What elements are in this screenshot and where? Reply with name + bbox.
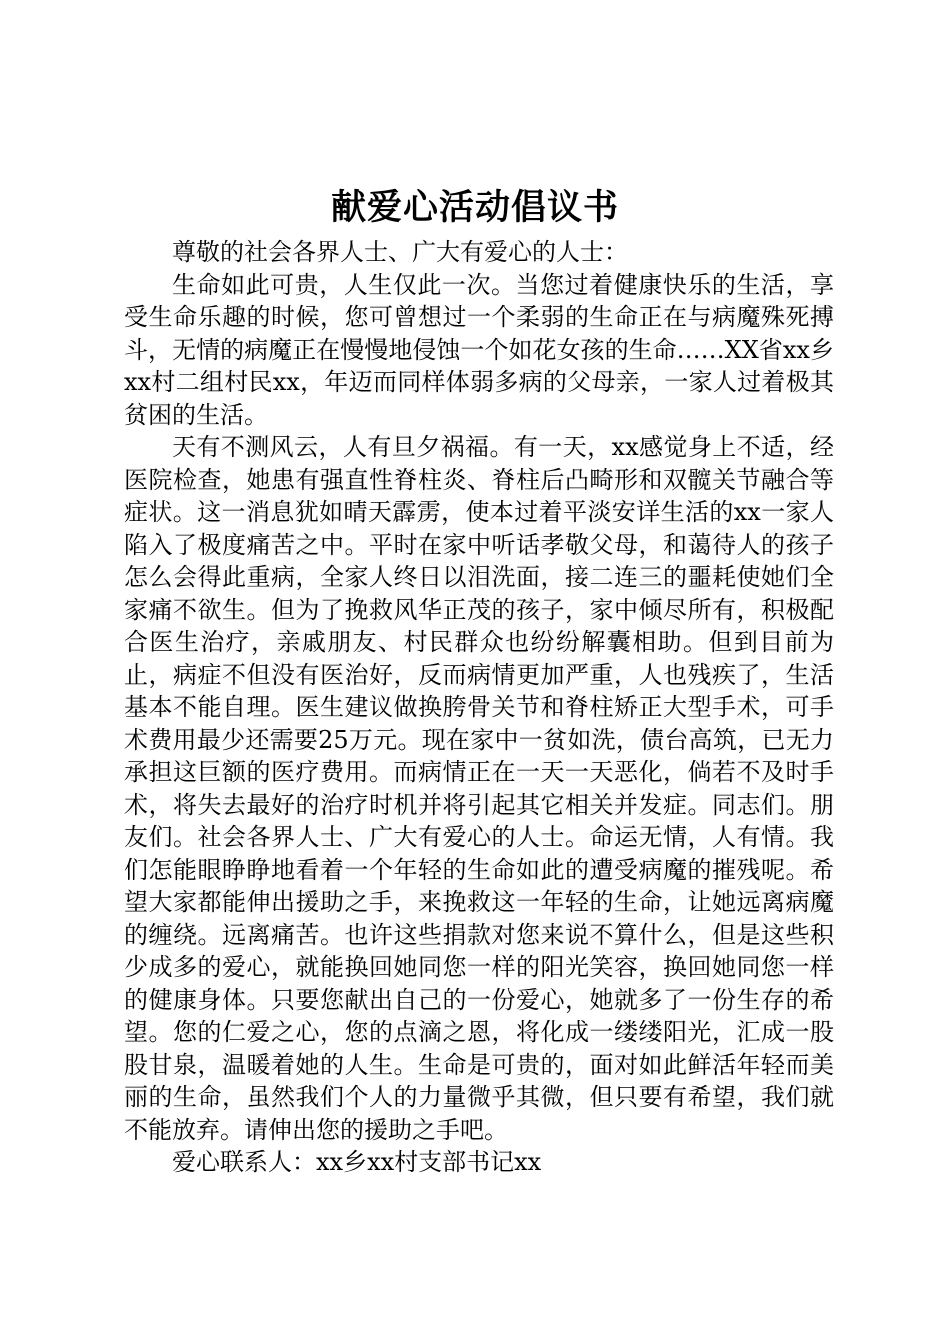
- document-body: [124, 236, 834, 1179]
- document-title: 献爱心活动倡议书: [330, 187, 619, 228]
- paragraph-intro: 生命如此可贵，人生仅此一次。当您过着健康快乐的生活，享受生命乐趣的时候，您可曾想过一个柔弱的生命正在与病魔殊死搏斗，无情的病魔正在慢慢地侵蚀一个如花女孩的生命……XX省xx乡xx村二组村民xx，年迈而同样体弱多病的父母亲，一家人过着极其贫困的生活。: [124, 270, 834, 429]
- paragraph-appeal: 天有不测风云，人有旦夕祸福。有一天，xx感觉身上不适，经医院检查，她患有强直性脊柱炎、脊柱后凸畸形和双髋关节融合等症状。这一消息犹如晴天霹雳，使本过着平淡安详生活的xx一家人陷入了极度痛苦之中。平时在家中听话孝敬父母，和蔼待人的孩子怎么会得此重病，全家人终日以泪洗面，接二连三的噩耗使她们全家痛不欲生。但为了挽救风华正茂的孩子，家中倾尽所有，积极配合医生治疗，亲戚朋友、村民群众也纷纷解囊相助。但到目前为止，病症不但没有医治好，反而病情更加严重，人也残疾了，生活基本不能自理。医生建议做换胯骨关节和脊柱矫正大型手术，可手术费用最少还需要25万元。现在家中一贫如洗，债台高筑，已无力承担这巨额的医疗费用。而病情正在一天一天恶化，倘若不及时手术，将失去最好的治疗时机并将引起其它相关并发症。同志们。朋友们。社会各界人士、广大有爱心的人士。命运无情，人有情。我们怎能眼睁睁地看着一个年轻的生命如此的遭受病魔的摧残呢。希望大家都能伸出援助之手，来挽救这一年轻的生命，让她远离病魔的缠绕。远离痛苦。也许这些捐款对您来说不算什么，但是这些积少成多的爱心，就能换回她同您一样的阳光笑容，换回她同您一样的健康身体。只要您献出自己的一份爱心，她就多了一份生存的希望。您的仁爱之心，您的点滴之恩，将化成一缕缕阳光，汇成一股股甘泉，温暖着她的人生。生命是可贵的，面对如此鲜活年轻而美丽的生命，虽然我们个人的力量微乎其微，但只要有希望，我们就不能放弃。请伸出您的援助之手吧。: [124, 433, 834, 1144]
- greeting-line: 尊敬的社会各界人士、广大有爱心的人士：: [172, 238, 628, 266]
- contact-line: 爱心联系人：xx乡xx村支部书记xx: [172, 1148, 542, 1176]
